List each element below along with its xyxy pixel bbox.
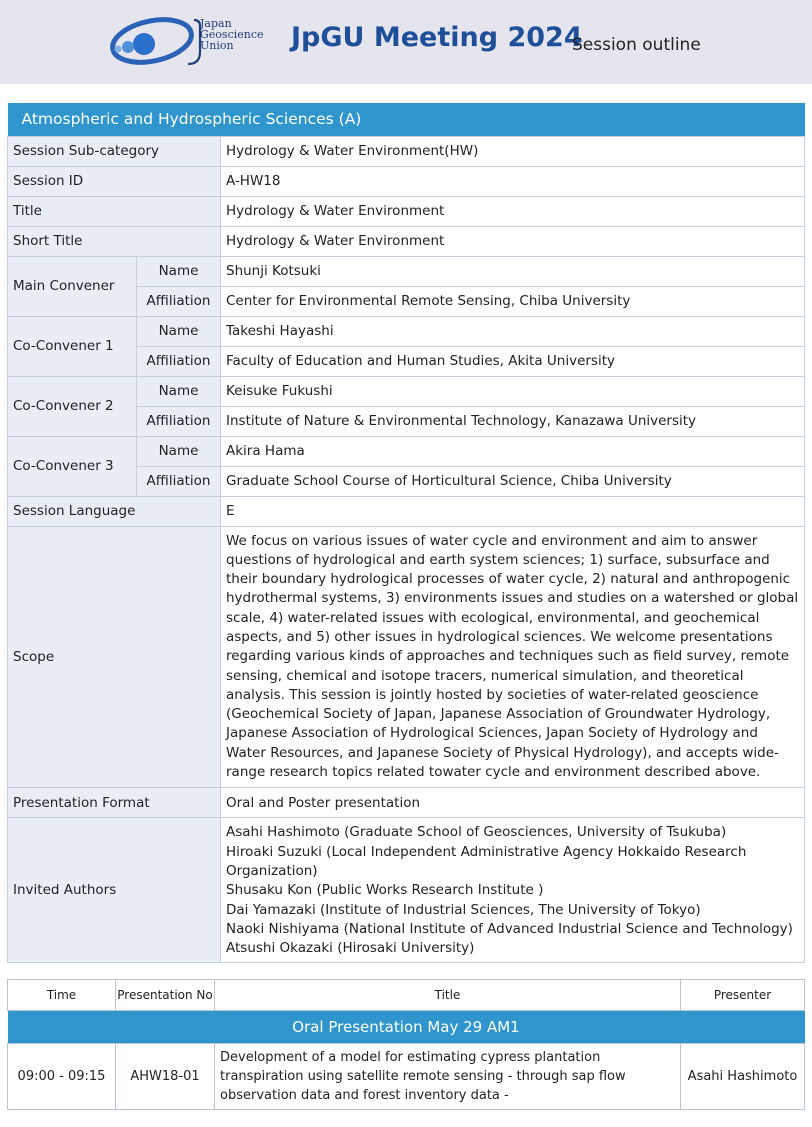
sub-category-label: Session Sub-category — [8, 136, 221, 166]
session-language-value: E — [221, 496, 805, 526]
name-label: Name — [137, 316, 221, 346]
short-title-label: Short Title — [8, 226, 221, 256]
sub-category-value: Hydrology & Water Environment(HW) — [221, 136, 805, 166]
schedule-header-row — [8, 980, 805, 1011]
invited-author: Naoki Nishiyama (National Institute of Advanced Industrial Science and Technology) — [226, 920, 793, 937]
page-header — [0, 0, 812, 84]
presentation-time: 09:00 - 09:15 — [8, 1044, 116, 1110]
name-label: Name — [137, 256, 221, 286]
presentation-no-column-header: Presentation No — [116, 980, 215, 1011]
time-column-header: Time — [8, 980, 116, 1011]
presentation-format-label: Presentation Format — [8, 788, 221, 818]
scope-label: Scope — [8, 526, 221, 788]
co-convener-3-label: Co-Convener 3 — [8, 436, 137, 496]
affiliation-label: Affiliation — [137, 286, 221, 316]
info-row — [8, 818, 805, 963]
name-label: Name — [137, 376, 221, 406]
co-convener-2-affiliation: Institute of Nature & Environmental Technology, Kanazawa University — [221, 406, 805, 436]
title-value: Hydrology & Water Environment — [221, 196, 805, 226]
title-label: Title — [8, 196, 221, 226]
convener-name-row — [8, 316, 805, 346]
info-row — [8, 788, 805, 818]
section-heading-row — [8, 103, 805, 136]
schedule-table — [7, 979, 805, 1110]
convener-name-row — [8, 256, 805, 286]
affiliation-label: Affiliation — [137, 406, 221, 436]
affiliation-label: Affiliation — [137, 466, 221, 496]
session-id-label: Session ID — [8, 166, 221, 196]
logo-line-japan: Japan — [200, 17, 232, 30]
co-convener-3-affiliation: Graduate School Course of Horticultural Science, Chiba University — [221, 466, 805, 496]
title-column-header: Title — [215, 980, 681, 1011]
session-language-label: Session Language — [8, 496, 221, 526]
info-row — [8, 166, 805, 196]
session-info-table — [7, 103, 805, 963]
logo-line-union: Union — [200, 39, 234, 52]
info-row — [8, 226, 805, 256]
invited-author: Atsushi Okazaki (Hirosaki University) — [226, 940, 475, 957]
presentation-number: AHW18-01 — [116, 1044, 215, 1110]
co-convener-1-label: Co-Convener 1 — [8, 316, 137, 376]
oral-presentation-heading: Oral Presentation May 29 AM1 — [8, 1011, 805, 1044]
invited-author: Dai Yamazaki (Institute of Industrial Sciences, The University of Tokyo) — [226, 901, 701, 918]
invited-author: Hiroaki Suzuki (Local Independent Administrative Agency Hokkaido Research Organization) — [226, 843, 747, 879]
info-row — [8, 136, 805, 166]
affiliation-label: Affiliation — [137, 346, 221, 376]
name-label: Name — [137, 436, 221, 466]
co-convener-2-name: Keisuke Fukushi — [221, 376, 805, 406]
short-title-value: Hydrology & Water Environment — [221, 226, 805, 256]
oral-heading-row — [8, 1011, 805, 1044]
logo-line-geoscience: Geoscience — [200, 28, 264, 41]
convener-name-row — [8, 376, 805, 406]
invited-authors-label: Invited Authors — [8, 818, 221, 963]
session-id-value: A-HW18 — [221, 166, 805, 196]
section-heading: Atmospheric and Hydrospheric Sciences (A) — [8, 103, 805, 136]
convener-name-row — [8, 436, 805, 466]
main-convener-label: Main Convener — [8, 256, 137, 316]
info-row — [8, 526, 805, 788]
scope-value: We focus on various issues of water cycle and environment and aim to answer questions of hydrological and earth system sciences; 1) surface, subsurface and their boundary hydrological processes of water cycle, 2) natural and anthropogenic hydrothermal systems, 3) environments issues and studies on a watershed or global scale, 4) water-related issues with ecological, environmental, and geochemical aspects, and 5) other issues in hydrological sciences. We welcome presentations regarding various kinds of approaches and techniques such as field survey, remote sensing, chemical and isotope tracers, numerical simulation, and theoretical analysis. This session is jointly hosted by societies of water-related geoscience (Geochemical Society of Japan, Japanese Association of Groundwater Hydrology, Japanese Association of Hydrological Sciences, Japan Society of Hydrology and Water Resources, and Japanese Society of Physical Hydrology), and accepts wide-range research topics related towater cycle and environment described above. — [221, 526, 805, 788]
main-convener-name: Shunji Kotsuki — [221, 256, 805, 286]
info-row — [8, 496, 805, 526]
invited-author: Asahi Hashimoto (Graduate School of Geosciences, University of Tsukuba) — [226, 824, 727, 841]
meeting-title: JpGU Meeting 2024 — [291, 22, 583, 53]
invited-authors-list — [221, 818, 805, 963]
presentation-title[interactable]: Development of a model for estimating cypress plantation transpiration using satellite remote sensing - through sap flow observation data and forest inventory data - — [215, 1044, 681, 1110]
co-convener-3-name: Akira Hama — [221, 436, 805, 466]
co-convener-2-label: Co-Convener 2 — [8, 376, 137, 436]
table-row — [8, 1044, 805, 1110]
co-convener-1-affiliation: Faculty of Education and Human Studies, Akita University — [221, 346, 805, 376]
outline-label: Session outline — [572, 35, 701, 55]
info-row — [8, 196, 805, 226]
main-convener-affiliation: Center for Environmental Remote Sensing, Chiba University — [221, 286, 805, 316]
presentation-format-value: Oral and Poster presentation — [221, 788, 805, 818]
invited-author: Shusaku Kon (Public Works Research Institute ) — [226, 882, 544, 899]
jpgu-logo-text — [200, 18, 280, 51]
presenter-name[interactable]: Asahi Hashimoto — [681, 1044, 805, 1110]
co-convener-1-name: Takeshi Hayashi — [221, 316, 805, 346]
presenter-column-header: Presenter — [681, 980, 805, 1011]
